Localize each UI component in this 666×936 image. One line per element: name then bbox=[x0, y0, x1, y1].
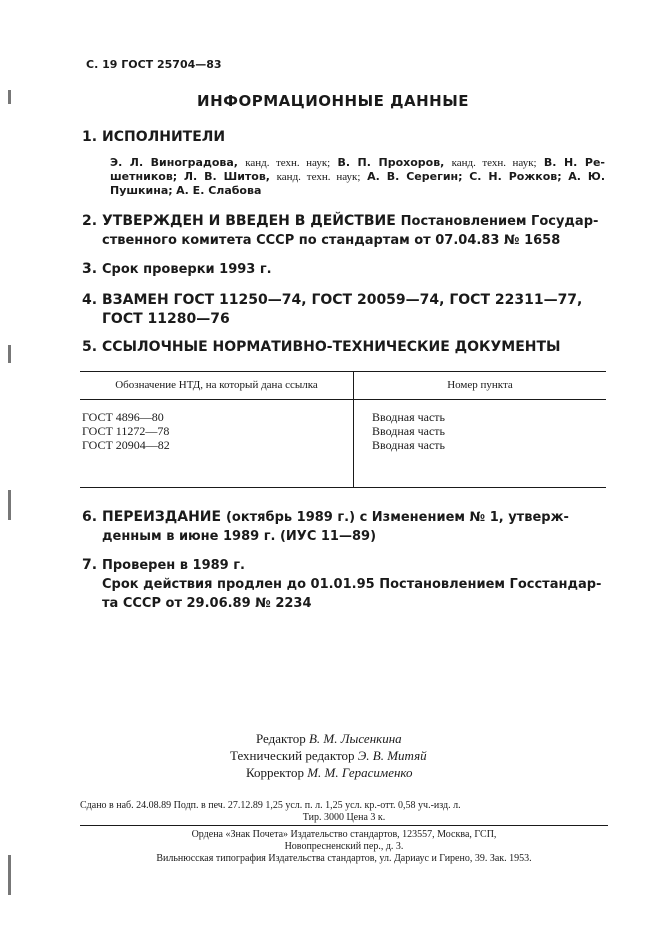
author-name: А. Ю. Пушкина; bbox=[110, 170, 606, 197]
page-header: С. 19 ГОСТ 25704—83 bbox=[86, 58, 222, 71]
section-6-title: ПЕРЕИЗДАНИЕ bbox=[102, 509, 222, 525]
author-name: А. Е. Слабова bbox=[176, 184, 262, 197]
author-name: Л. В. Шитов, bbox=[183, 170, 270, 183]
section-6: 6. ПЕРЕИЗДАНИЕ (октябрь 1989 г.) с Изменением № 1, утверж- денным в июне 1989 г. (ИУС 11—89) bbox=[82, 508, 602, 546]
section-7: 7. Проверен в 1989 г. Срок действия продлен до 01.01.95 Постановлением Госстандар- та СССР от 29.06.89 № 2234 bbox=[82, 557, 602, 611]
imprint-line: Сдано в наб. 24.08.89 Подп. в печ. 27.12.89 1,25 усл. п. л. 1,25 усл. кр.-отт. 0,58 уч.-изд. л. bbox=[80, 800, 461, 811]
publisher-block bbox=[80, 829, 608, 865]
scan-mark bbox=[8, 855, 11, 895]
author-name: Э. Л. Виноградова, bbox=[110, 156, 238, 169]
table-bottom-rule bbox=[80, 487, 606, 488]
section-6-text-cont: денным в июне 1989 г. (ИУС 11—89) bbox=[102, 529, 377, 544]
section-7-text-cont2: та СССР от 29.06.89 № 2234 bbox=[102, 596, 312, 611]
section-1: 1. ИСПОЛНИТЕЛИ bbox=[82, 129, 226, 145]
section-4: 4. ВЗАМЕН ГОСТ 11250—74, ГОСТ 20059—74, ГОСТ 22311—77, ГОСТ 11280—76 bbox=[82, 291, 602, 329]
scan-mark bbox=[8, 490, 11, 520]
section-4-title-cont: ГОСТ 11280—76 bbox=[102, 311, 230, 327]
author-degree: канд. техн. наук; bbox=[451, 157, 537, 169]
authors-list bbox=[110, 156, 605, 198]
author-name: А. В. Серегин; bbox=[367, 170, 463, 183]
table-cell-doc: ГОСТ 11272—78 bbox=[82, 424, 170, 438]
section-6-text: (октябрь 1989 г.) с Изменением № 1, утверж- bbox=[225, 510, 569, 525]
section-7-text-cont: Срок действия продлен до 01.01.95 Постановлением Госстандар- bbox=[102, 577, 602, 592]
section-4-title: ВЗАМЕН ГОСТ 11250—74, ГОСТ 20059—74, ГОСТ 22311—77, bbox=[102, 292, 583, 308]
imprint-block bbox=[80, 800, 608, 824]
author-name: В. Н. Ре-шетников; bbox=[110, 156, 605, 183]
table-cell-doc: ГОСТ 20904—82 bbox=[82, 438, 170, 452]
credits-block bbox=[230, 730, 427, 781]
table-cell-item: Вводная часть bbox=[372, 438, 446, 452]
table-cell-item: Вводная часть bbox=[372, 410, 446, 424]
section-2: 2. УТВЕРЖДЕН И ВВЕДЕН В ДЕЙСТВИЕ Постановлением Государ- ственного комитета СССР по стандартам от 07.04.83 № 1658 bbox=[82, 212, 602, 250]
table-column-documents bbox=[80, 400, 354, 489]
section-1-title: ИСПОЛНИТЕЛИ bbox=[102, 129, 226, 145]
author-name: В. П. Прохоров, bbox=[337, 156, 445, 169]
table-header-document: Обозначение НТД, на который дана ссылка bbox=[80, 371, 354, 400]
printer-line: Вильнюсская типография Издательства стандартов, ул. Дариаус и Гирено, 39. Зак. 1953. bbox=[156, 853, 532, 864]
scan-mark bbox=[8, 90, 11, 104]
section-3: 3. Срок проверки 1993 г. bbox=[82, 261, 272, 277]
scan-mark bbox=[8, 345, 11, 363]
author-name: С. Н. Рожков; bbox=[469, 170, 562, 183]
table-cell-doc: ГОСТ 4896—80 bbox=[82, 410, 164, 424]
publisher-line: Новопресненский пер., д. 3. bbox=[284, 841, 404, 852]
table-cell-item: Вводная часть bbox=[372, 424, 446, 438]
table-header-item: Номер пункта bbox=[354, 371, 607, 400]
section-5-title: ССЫЛОЧНЫЕ НОРМАТИВНО-ТЕХНИЧЕСКИЕ ДОКУМЕНТЫ bbox=[102, 339, 561, 355]
table-column-items bbox=[354, 400, 607, 489]
section-7-text: Проверен в 1989 г. bbox=[102, 558, 245, 573]
section-2-text-cont: ственного комитета СССР по стандартам от 07.04.83 № 1658 bbox=[102, 233, 561, 248]
credit-tech-editor: Технический редактор Э. В. Митяй bbox=[230, 748, 427, 763]
credit-proofreader: Корректор М. М. Герасименко bbox=[246, 765, 413, 780]
credit-editor: Редактор В. М. Лысенкина bbox=[256, 731, 402, 746]
section-3-text: Срок проверки 1993 г. bbox=[102, 262, 272, 277]
document-title: ИНФОРМАЦИОННЫЕ ДАННЫЕ bbox=[197, 92, 469, 110]
imprint-separator bbox=[80, 825, 608, 826]
section-2-title: УТВЕРЖДЕН И ВВЕДЕН В ДЕЙСТВИЕ bbox=[102, 213, 396, 229]
section-2-text: Постановлением Государ- bbox=[400, 214, 599, 229]
reference-table bbox=[80, 371, 606, 488]
section-5: 5. ССЫЛОЧНЫЕ НОРМАТИВНО-ТЕХНИЧЕСКИЕ ДОКУМЕНТЫ bbox=[82, 339, 561, 355]
author-degree: канд. техн. наук; bbox=[245, 157, 331, 169]
publisher-line: Ордена «Знак Почета» Издательство стандартов, 123557, Москва, ГСП, bbox=[191, 829, 497, 840]
imprint-line: Тир. 3000 Цена 3 к. bbox=[302, 812, 386, 823]
author-degree: канд. техн. наук; bbox=[276, 171, 361, 183]
